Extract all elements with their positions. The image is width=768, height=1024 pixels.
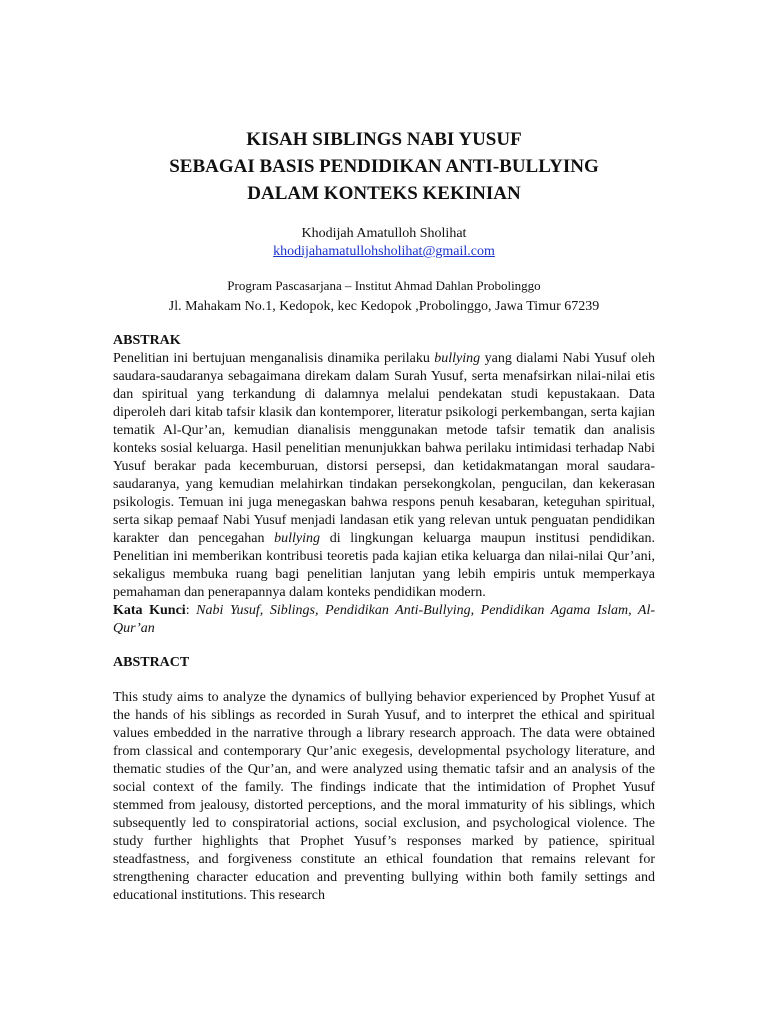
abstract-body: This study aims to analyze the dynamics of bullying behavior experienced by Prophet Yusuf at the hands of his siblings as recorded in Surah Yusuf, and to interpret the ethical and spiritual values embedded in the narrative through a library research approach. The data were obtained from classical and contemporary Qur’anic exegesis, developmental psychology literature, and thematic studies of the Qur’an, and were analyzed using thematic tafsir and an analysis of the social context of the family. The findings indicate that the intimidation of Prophet Yusuf stemmed from jealousy, distorted perceptions, and the moral immaturity of his siblings, which subsequently led to conspiratorial actions, social exclusion, and psychological violence. The study further highlights that Prophet Yusuf’s responses marked by patience, spiritual steadfastness, and forgiveness constitute an ethical foundation that remains relevant for strengthening character education and preventing bullying within both family settings and educational institutions. This research <box>113 690 655 903</box>
abstrak-text-1: Penelitian ini bertujuan menganalisis dinamika perilaku <box>113 351 435 366</box>
abstrak-italic-bullying-1: bullying <box>434 351 481 366</box>
author-email-link[interactable]: khodijahamatullohsholihat@gmail.com <box>273 244 495 259</box>
keywords-label: Kata Kunci <box>113 603 186 618</box>
title-line-2: SEBAGAI BASIS PENDIDIKAN ANTI-BULLYING <box>169 156 599 177</box>
paper-title <box>113 126 655 207</box>
abstrak-body <box>113 350 655 602</box>
keywords-values: Nabi Yusuf, Siblings, Pendidikan Anti-Bullying, Pendidikan Agama Islam, Al-Qur’an <box>113 603 656 636</box>
author-name: Khodijah Amatulloh Sholihat <box>301 226 467 241</box>
abstrak-text-2: yang dialami Nabi Yusuf oleh saudara-saudaranya sebagaimana direkam dalam Surah Yusuf, serta menafsirkan nilai-nilai etis dan spiritual yang terkandung di dalamnya melalui pendekatan studi kepustakaan. Data diperoleh dari kitab tafsir klasik dan kontemporer, literatur psikologi perkembangan, serta kajian tematik Al-Qur’an, kemudian dianalisis menggunakan metode tafsir tematik dan analisis konteks sosial keluarga. Hasil penelitian menunjukkan bahwa perilaku intimidasi terhadap Nabi Yusuf berakar pada kecemburuan, distorsi persepsi, dan ketidakmatangan moral saudara-saudaranya, yang kemudian melahirkan tindakan persekongkolan, pengucilan, dan kekerasan psikologis. Temuan ini juga menegaskan bahwa respons penuh kesabaran, keteguhan spiritual, serta sikap pemaaf Nabi Yusuf menjadi landasan etik yang relevan untuk penguatan pendidikan karakter dan pencegahan <box>113 351 655 546</box>
title-line-3: DALAM KONTEKS KEKINIAN <box>247 183 521 204</box>
abstrak-heading: ABSTRAK <box>113 333 181 348</box>
abstrak-italic-bullying-2: bullying <box>274 531 321 546</box>
keywords-separator: : <box>185 603 197 618</box>
keywords-line <box>113 602 655 638</box>
abstract-heading: ABSTRACT <box>113 655 190 670</box>
affiliation-address: Jl. Mahakam No.1, Kedopok, kec Kedopok ,Probolinggo, Jawa Timur 67239 <box>168 299 600 314</box>
affiliation-institution: Program Pascasarjana – Institut Ahmad Dahlan Probolinggo <box>227 278 541 293</box>
title-line-1: KISAH SIBLINGS NABI YUSUF <box>246 129 522 150</box>
paper-page <box>113 126 655 905</box>
abstrak-text-3: di lingkungan keluarga maupun institusi pendidikan. Penelitian ini memberikan kontribusi teoretis pada kajian etika keluarga dan nilai-nilai Qur’ani, sekaligus membuka ruang bagi penelitian lanjutan yang lebih empiris untuk memperkaya pemahaman dan penerapannya dalam konteks pendidikan modern. <box>113 531 655 600</box>
